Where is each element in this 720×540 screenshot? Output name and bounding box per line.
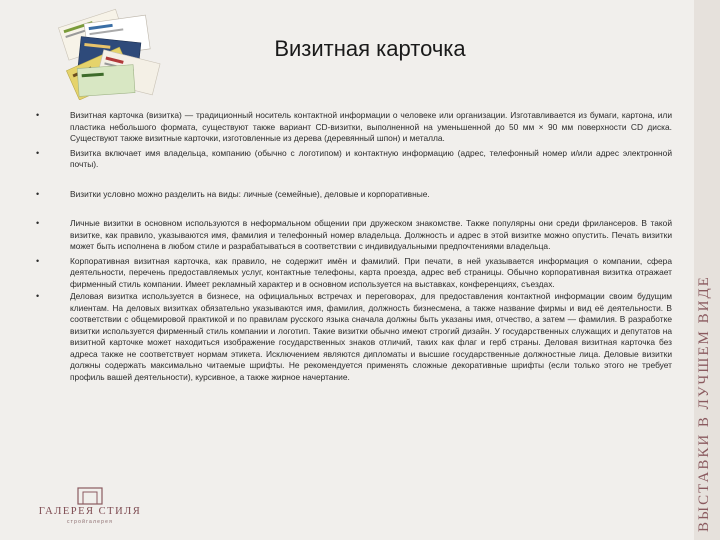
brand-side-strip [694, 0, 720, 540]
bullet-marker: • [36, 291, 40, 301]
logo-mark-icon [30, 486, 150, 506]
bullet-marker: • [36, 110, 40, 120]
logo-subtitle: стройгалерея [66, 519, 113, 525]
bullet-list [36, 110, 672, 383]
list-item [36, 148, 672, 171]
list-item-text: Корпоративная визитная карточка, как правило, не содержит имён и фамилий. При печати, в ней указывается информация о компании, сфера деятельности, перечень предоставляемых услуг, контактные телефоны, карта проезда, адрес веб страницы. Обычно корпоративная визитка отражает фирменный стиль компании. Имеет рекламный характер и в основном используется на выставках, конференциях, съездах. [70, 255, 672, 289]
bullet-marker: • [36, 218, 40, 228]
bullet-marker: • [36, 188, 40, 199]
logo-name: ГАЛЕРЕЯ СТИЛЯ [38, 506, 142, 517]
list-item [36, 189, 672, 201]
company-logo [30, 486, 150, 536]
business-cards-image [58, 0, 168, 100]
list-item [36, 218, 672, 253]
list-item-text: Визитки условно можно разделить на виды: личные (семейные), деловые и корпоративные. [70, 188, 430, 199]
list-item-text: Деловая визитка используется в бизнесе, на официальных встречах и переговорах, для предоставления контактной информации своим будущим клиентам. На деловых визитках обязательно указываются имя, фамилия, должность бизнесмена, а также название фирмы и вид её деятельности. В соответствии с общемировой практикой и по правилам русского языка сначала должны быть указаны имя, отчество, а затем — фамилия. В разработке визитки используется фирменный стиль компании и логотип. Такие визитки обычно имеют строгий дизайн. У государственных служащих и депутатов на визитной карточке может находиться изображение государственных знаков отличий, таких как флаг и герб страны. Деловая визитная карточка без адреса также не соответствует нормам этикета. Исключением являются дипломаты и высшие государственные должностные лица. Деловые визитки должны содержать максимально читаемые шрифты. Не рекомендуется применять сложные декоративные шрифты (если только этого не требует профиль вашей деятельности), курсивное, а также жирное начертание. [70, 291, 672, 382]
page-title: Визитная карточка [274, 36, 466, 61]
list-item-text: Личные визитки в основном используются в неформальном общении при дружеском знакомстве. Также популярны они среди фрилансеров. В такой визитке, как правило, указываются имя, фамилия и телефонный номер владельца. Должность и адрес в этой визитке можно опустить. Печать визитки может быть исполнена в любом стиле и разрабатываться в соответствии с индивидуальными предпочтениями владельца. [70, 218, 672, 251]
list-item [36, 256, 672, 291]
list-item-text: Визитка включает имя владельца, компанию (обычно с логотипом) и контактную информацию (адрес, телефонный номер и/или адрес электронной почты). [70, 147, 672, 169]
list-item-text: Визитная карточка (визитка) — традиционный носитель контактной информации о человеке или организации. Изготавливается из бумаги, картона, или пластика небольшого формата, существуют также вариант CD-визитки, выполненной на уменьшенной до 50 мм × 90 мм поверхности CD диска. Существуют также визитные карточки, изготовленные из дерева (деревянный шпон) и металла. [70, 110, 672, 143]
bullet-marker: • [36, 255, 40, 266]
bullet-marker: • [36, 147, 40, 158]
list-item [36, 291, 672, 383]
list-item [36, 110, 672, 145]
brand-slogan: ВЫСТАВКИ В ЛУЧШЕМ ВИДЕ [696, 275, 712, 532]
